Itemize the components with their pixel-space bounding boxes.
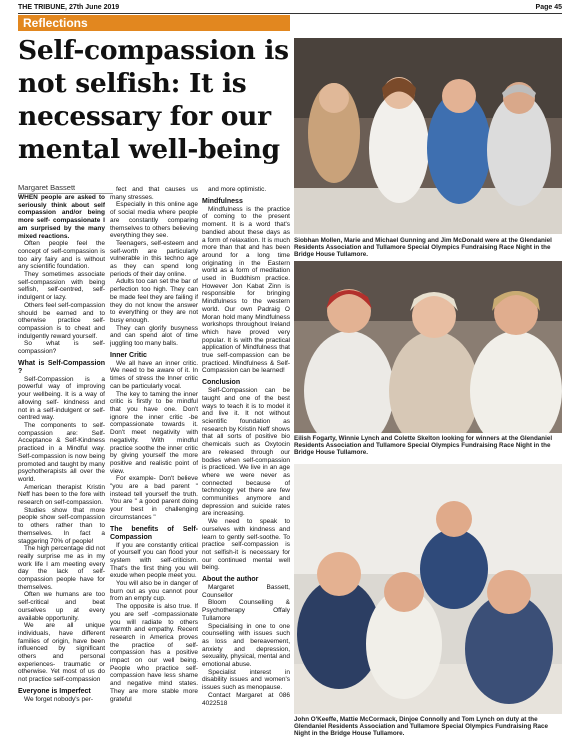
article-column-1 [18,194,105,729]
subheading: Inner Critic [110,351,147,359]
paragraph: Often people feel the concept of self-compassion is too airy fairy and is without any scientific foundation. [18,240,105,271]
paragraph: American therapist Kristin Neff has been to the fore with research on self-compassion. [18,483,105,507]
photo-caption-1: Siobhan Mollen, Marie and Michael Gunning and Jim McDonald were at the Glendaniel Residents Association and Tullamore Special Olympics Fundraising Race Night in the Bridge House Tullamore. [294,237,552,258]
article-column-2 [110,186,198,729]
paragraph: They can glorify busyness and can spend alot of time juggling too many balls. [110,324,198,348]
paragraph: The opposite is also true. If you are self -compassionate you will radiate to others warmth and empathy. Recent research in America proves the practice of self-compassion has a positive impact on our well being. People who practice self-compassion have less shame and negative mind states. They are more stable more grateful [110,603,198,703]
paragraph: Self-Compassion can be taught and one of the best ways to teach it is to model it and live it. It not without scientific foundation as research by Kristin Neff shows that all sorts of positive bio chemicals such as Oxytocin are released through our bodies when self-compassion is practiced. We live in an age where we were never as connected because of technology yet there are few communities anymore and depression and suicide rates are increasing. [202,387,290,518]
photo-caption-2: Eilish Fogarty, Winnie Lynch and Colette Skelton looking for winners at the Glendaniel Residents Association and Tullamore Special Olympics Fundraising Race Night in the Bridge House Tullamore. [294,435,553,456]
photo-image [294,464,562,714]
subheading: Conclusion [202,379,241,387]
subheading: Mindfulness [202,197,243,205]
photo-group-four-men [294,464,562,714]
headline: Self-compassion is not selfish: It is necessary for our mental well-being [18,35,289,165]
paragraph: Adults too can set the bar of perfection too high. They can be made feel they are failing if they do not know the answer to everything or they are not busy enough. [110,278,198,324]
paragraph: We all have an inner critic. We need to be aware of it. In times of stress the Inner critic can be particularly vocal. [110,359,198,390]
paragraph: Margaret Bassett, Counsellor [202,584,290,599]
paragraph: If you are constantly critical of yourself you can flood your system with self-criticism. That's the first thing you will exude when people meet you. [110,541,198,580]
paragraph: We are all unique individuals, have different families of origin, have been influenced by significant others and personal experiences- traumatic or otherwise. Yet most of us do not practice self-compassion [18,622,105,684]
paragraph: Studies show that more people show self-compassion to others rather than to themselves. In fact a staggering 70% of people! [18,506,105,545]
photo-image [294,38,562,234]
paragraph: They sometimes associate self-compassion with being selfish, self-centred, self-indulgent or lazy. [18,271,105,302]
photo-group-three-women [294,261,562,433]
paragraph: The high percentage did not really surprise me as in my work life I am meeting every day the lack of self-compassion people have for themselves. [18,545,105,591]
paragraph: Contact Margaret at 086 4022518 [202,691,290,707]
byline: Margaret Bassett [18,183,113,194]
publication-date: THE TRIBUNE, 27th June 2019 [18,4,120,11]
page-number: Page 45 [535,4,562,11]
paragraph: We need to speak to ourselves with kindness and learn to gently self-soothe. To practice self-compassion is not selfish-it is necessary for our continued mental well being. [202,518,290,572]
paragraph: We forget nobody's per- [24,695,94,703]
paragraph: You will also be in danger of burn out as you cannot pour from an empty cup. [110,580,198,603]
subheading: What is Self-Compassion ? [18,359,105,375]
subheading: The benefits of Self-Compassion [110,525,198,541]
paragraph: Bloom Counselling & Psychotherapy Offaly Tullamore [202,599,290,622]
photo-group-four [294,38,562,234]
paragraph: Specialist interest in disability issues and women's issues such as menopause. [202,668,290,692]
paragraph: Teenagers, self-esteem and self-worth are particularly vulnerable in this techno age as they can spend long periods of their day online. [110,239,198,278]
subheading: Everyone is Imperfect [18,687,91,695]
photo-caption-3: John O'Keeffe, Mattie McCormack, Dinjoe Connolly and Tom Lynch on duty at the Glendaniel Residents Association and Tullamore Special Olympics Fundraising Race Night in the Bridge House Tullamore. [294,716,549,737]
photo-image [294,261,562,433]
paragraph: Specialising in one to one counselling with issues such as loss and bereavement, anxiety and depression, sexuality, physical, mental and emotional abuse. [202,622,290,669]
paragraph: fect and that causes us many stresses. [110,186,198,201]
paragraph: and more optimistic. [208,186,267,193]
paragraph: Often we humans are too self-critical and beat ourselves up at every available opportunity. [18,591,105,622]
header-rule [18,13,562,14]
paragraph: So what is self-compassion? [18,340,105,356]
article-column-3 [202,186,290,729]
lead-paragraph: WHEN people are asked to seriously think about self compassion and/or being more self- compassionate I am surprised by the many mixed reactions. [18,194,105,240]
paragraph: The components to self-compassion are: Self-Acceptance & Self-Kindness practiced in a Mindful way. Self-compassion is now being promoted and taught by many psychotherapists all over the world. [18,421,105,483]
paragraph: Mindfulness is the practice of coming to the present moment. It is a word that's bandied about these days as a form of relaxation. It is much more than that and has been around for a long time originating in the Eastern world as a form of meditation used in Buddhism practice. However Jon Kabat Zinn is responsible for bringing Mindfulness to the western world. Our own Padraig O Moran hold many Mindfulness workshops throughout Ireland which have proved very popular. It is with the practical application of Mindfulness that true self-compassion can be practiced. Mindfulness & Self-Compassion can be learned! [202,205,290,375]
paragraph: For example- Don't believe "you are a bad parent " instead tell yourself the truth. You are " a good parent doing your best in challenging circumstances " [110,475,198,521]
paragraph: Self-Compassion is a powerful way of improving your wellbeing. It is a way of allowing self- kindness and not in a self-indulgent or self-centred way. [18,375,105,422]
paragraph: Especially in this online age of social media where people are constantly comparing themselves to others believing everything they see. [110,201,198,240]
paragraph: The key to taming the inner critic is firstly to be mindful that you have one. Don't ignore the inner critic -be compassionate towards it. Don't meet negativity with negativity. With mindful practice soothe the inner critic by giving yourself the more positive and realistic point of view. [110,390,198,475]
paragraph: Others feel self-compassion should be earned and to otherwise practice self-compassion is to cheat and indulgently reward yourself. [18,301,105,340]
section-banner: Reflections [18,15,290,31]
subheading: About the author [202,576,259,584]
